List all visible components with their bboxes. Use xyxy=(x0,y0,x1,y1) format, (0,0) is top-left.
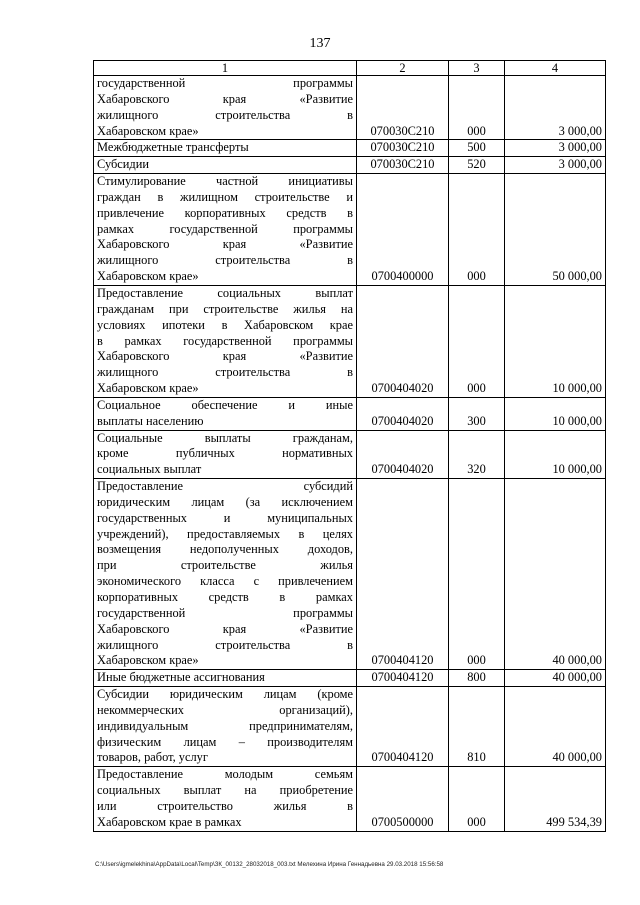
footer-file-path: C:\Users\igmelekhina\AppData\Local\Temp\ЗК_00132_28032018_003.txt Мелехина Ирина Геннадьевна 29.03.2018 15:56:58 xyxy=(95,861,444,868)
row-name-line: граждан в жилищном строительстве и xyxy=(97,189,353,204)
row-name-line: Хабаровском крае» xyxy=(97,123,199,138)
row-csr-cell: 0700404020 xyxy=(357,285,449,397)
row-csr-cell: 0700500000 xyxy=(357,767,449,831)
budget-table xyxy=(93,60,606,832)
row-name-cell xyxy=(94,76,357,140)
row-sum-cell: 10 000,00 xyxy=(505,430,606,479)
column-header-name: 1 xyxy=(94,61,357,76)
row-name-line: жилищного строительства в xyxy=(97,365,353,380)
row-vr-cell: 000 xyxy=(449,767,505,831)
row-name-line: социальных выплат xyxy=(97,462,202,477)
row-name-line: гражданам при строительстве жилья на xyxy=(97,301,353,316)
row-sum-cell: 40 000,00 xyxy=(505,670,606,687)
table-row xyxy=(94,479,606,670)
row-name-line: Хабаровском крае в рамках xyxy=(97,814,242,829)
row-sum-cell: 40 000,00 xyxy=(505,479,606,670)
row-sum-cell: 10 000,00 xyxy=(505,397,606,430)
row-sum-cell: 3 000,00 xyxy=(505,76,606,140)
row-name-line: некоммерческих организаций), xyxy=(97,702,353,717)
row-csr-cell: 0700404120 xyxy=(357,670,449,687)
table-row xyxy=(94,397,606,430)
row-name-line: Предоставление социальных выплат xyxy=(97,285,353,300)
row-csr-cell: 0700404120 xyxy=(357,479,449,670)
row-name-line: Хабаровском крае» xyxy=(97,269,199,284)
row-csr-cell: 0700400000 xyxy=(357,174,449,286)
row-csr-cell: 070030С210 xyxy=(357,157,449,174)
row-name-line: условиях ипотеки в Хабаровском крае xyxy=(97,317,353,332)
row-vr-cell: 000 xyxy=(449,285,505,397)
row-name-cell xyxy=(94,174,357,286)
column-header-csr: 2 xyxy=(357,61,449,76)
row-vr-cell: 300 xyxy=(449,397,505,430)
row-name-line: физическим лицам – производителям xyxy=(97,734,353,749)
row-name-cell xyxy=(94,479,357,670)
row-csr-cell: 070030С210 xyxy=(357,76,449,140)
row-sum-cell: 10 000,00 xyxy=(505,285,606,397)
row-name-line: Предоставление субсидий xyxy=(97,479,353,494)
table-body xyxy=(94,76,606,832)
row-sum-cell: 40 000,00 xyxy=(505,687,606,767)
row-name-line: жилищного строительства в xyxy=(97,107,353,122)
row-name-cell xyxy=(94,687,357,767)
row-vr-cell: 800 xyxy=(449,670,505,687)
row-vr-cell: 520 xyxy=(449,157,505,174)
row-name-line: Хабаровского края «Развитие xyxy=(97,621,353,636)
table-row xyxy=(94,687,606,767)
row-vr-cell: 000 xyxy=(449,479,505,670)
row-name-line: в рамках государственной программы xyxy=(97,333,353,348)
row-name-line: Межбюджетные трансферты xyxy=(97,140,249,155)
table-row xyxy=(94,767,606,831)
page-number: 137 xyxy=(309,36,331,51)
row-name-line: жилищного строительства в xyxy=(97,637,353,652)
row-csr-cell: 0700404020 xyxy=(357,430,449,479)
row-name-line: Хабаровского края «Развитие xyxy=(97,349,353,364)
row-name-line: рамках государственной программы xyxy=(97,221,353,236)
row-name-line: товаров, работ, услуг xyxy=(97,750,208,765)
table-row xyxy=(94,76,606,140)
row-name-cell xyxy=(94,157,357,174)
row-vr-cell: 000 xyxy=(449,76,505,140)
row-sum-cell: 50 000,00 xyxy=(505,174,606,286)
row-name-cell xyxy=(94,140,357,157)
row-name-line: Хабаровском крае» xyxy=(97,653,199,668)
table-row xyxy=(94,430,606,479)
row-csr-cell: 070030С210 xyxy=(357,140,449,157)
row-name-line: Стимулирование частной инициативы xyxy=(97,174,353,189)
row-vr-cell: 000 xyxy=(449,174,505,286)
row-name-line: Социальное обеспечение и иные xyxy=(97,397,353,412)
row-name-line: учреждений), предоставляемых в целях xyxy=(97,526,353,541)
row-name-line: Социальные выплаты гражданам, xyxy=(97,430,353,445)
row-name-line: юридическим лицам (за исключением xyxy=(97,494,353,509)
row-name-line: Субсидии xyxy=(97,157,149,172)
row-name-line: кроме публичных нормативных xyxy=(97,446,353,461)
row-name-line: корпоративных средств в рамках xyxy=(97,590,353,604)
row-sum-cell: 499 534,39 xyxy=(505,767,606,831)
table-row xyxy=(94,285,606,397)
column-header-vr: 3 xyxy=(449,61,505,76)
row-sum-cell: 3 000,00 xyxy=(505,157,606,174)
row-name-line: государственной программы xyxy=(97,76,353,90)
row-vr-cell: 810 xyxy=(449,687,505,767)
row-sum-cell: 3 000,00 xyxy=(505,140,606,157)
row-name-line: Хабаровского края «Развитие xyxy=(97,91,353,106)
row-name-line: при строительстве жилья xyxy=(97,558,353,573)
table-row xyxy=(94,157,606,174)
row-csr-cell: 0700404020 xyxy=(357,397,449,430)
row-name-cell xyxy=(94,767,357,831)
row-csr-cell: 0700404120 xyxy=(357,687,449,767)
row-name-line: Предоставление молодым семьям xyxy=(97,767,353,782)
row-vr-cell: 500 xyxy=(449,140,505,157)
row-name-line: или строительство жилья в xyxy=(97,798,353,813)
row-name-line: Хабаровском крае» xyxy=(97,381,199,396)
column-header-sum: 4 xyxy=(505,61,606,76)
row-name-cell xyxy=(94,285,357,397)
row-name-line: Иные бюджетные ассигнования xyxy=(97,670,265,685)
row-name-line: Субсидии юридическим лицам (кроме xyxy=(97,687,353,702)
row-name-line: Хабаровского края «Развитие xyxy=(97,237,353,252)
row-name-line: экономического класса с привлечением xyxy=(97,574,353,589)
row-vr-cell: 320 xyxy=(449,430,505,479)
row-name-cell xyxy=(94,397,357,430)
row-name-cell xyxy=(94,670,357,687)
row-name-line: жилищного строительства в xyxy=(97,253,353,268)
row-name-line: государственных и муниципальных xyxy=(97,510,353,525)
row-name-line: выплаты населению xyxy=(97,413,204,428)
table-row xyxy=(94,670,606,687)
table-row xyxy=(94,174,606,286)
row-name-line: привлечение корпоративных средств в xyxy=(97,205,353,220)
table-row xyxy=(94,140,606,157)
row-name-cell xyxy=(94,430,357,479)
row-name-line: государственной программы xyxy=(97,605,353,620)
table-header-row xyxy=(94,61,606,76)
row-name-line: социальных выплат на приобретение xyxy=(97,783,353,798)
row-name-line: возмещения недополученных доходов, xyxy=(97,542,353,557)
row-name-line: индивидуальным предпринимателям, xyxy=(97,718,353,733)
